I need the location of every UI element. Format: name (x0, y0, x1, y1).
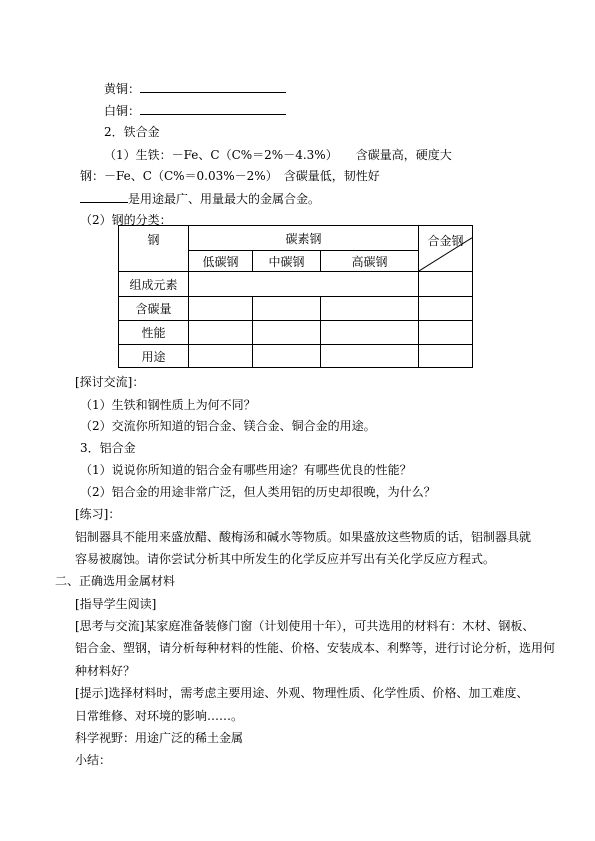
think-exchange-2: 铝合金、塑钢，请分析每种材料的性能、价格、安装成本、利弊等，进行讨论分析，选用何 (75, 641, 556, 655)
header-alloy-steel: 合金钢 (427, 234, 464, 248)
header-carbon-steel: 碳素钢 (189, 226, 419, 251)
header-steel: 钢 (119, 226, 189, 272)
row-label-composition: 组成元素 (119, 272, 189, 297)
white-copper-label: 白铜： (104, 104, 141, 118)
brass-blank[interactable] (140, 80, 286, 93)
steel-classification-table (118, 225, 473, 368)
hint-text-2: 日常维修、对环境的影响……。 (75, 709, 244, 723)
cell-properties-low[interactable] (189, 321, 253, 345)
subheader-high-carbon: 高碳钢 (321, 251, 419, 272)
cell-uses-alloy[interactable] (419, 345, 473, 368)
aluminum-alloy-title: 3．铝合金 (80, 441, 136, 455)
summary-label: 小结： (75, 753, 112, 767)
aluminum-question-1: （1）说说你所知道的铝合金有哪些用途？有哪些优良的性能？ (80, 463, 412, 477)
discuss-question-1: （1）生铁和钢性质上为何不同？ (80, 398, 256, 412)
white-copper-blank[interactable] (140, 102, 286, 115)
section-2-title: 二、正确选用金属材料 (55, 574, 176, 588)
white-copper-line (104, 102, 286, 119)
most-used-blank[interactable] (80, 190, 128, 203)
cell-properties-alloy[interactable] (419, 321, 473, 345)
cell-composition-alloy[interactable] (419, 272, 473, 297)
most-used-text: 是用途最广、用量最大的金属合金。 (128, 192, 321, 206)
cell-properties-high[interactable] (321, 321, 419, 345)
cell-properties-mid[interactable] (253, 321, 321, 345)
cell-carbon-alloy[interactable] (419, 297, 473, 321)
cell-composition-carbon[interactable] (189, 272, 419, 297)
iron-alloy-title: 2．铁合金 (104, 125, 160, 139)
subheader-low-carbon: 低碳钢 (189, 251, 253, 272)
practice-text-1: 铝制器具不能用来盛放醋、酸梅汤和碱水等物质。如果盛放这些物质的话，铝制器具就 (75, 530, 532, 544)
row-label-properties: 性能 (119, 321, 189, 345)
practice-text-2: 容易被腐蚀。请你尝试分析其中所发生的化学反应并写出有关化学反应方程式。 (75, 552, 496, 566)
pig-iron-line: （1）生铁：－Fe、C（C%＝2%－4.3%） 含碳量高，硬度大 (104, 148, 452, 162)
steel-class-title: （2）钢的分类： (80, 213, 172, 227)
aluminum-question-2: （2）铝合金的用途非常广泛，但人类用铝的历史却很晚，为什么？ (80, 485, 436, 499)
guide-reading: [指导学生阅读] (75, 597, 157, 611)
hint-text-1: [提示]选择材料时，需考虑主要用途、外观、物理性质、化学性质、价格、加工难度、 (75, 686, 529, 700)
cell-uses-high[interactable] (321, 345, 419, 368)
header-alloy-steel-cell (419, 226, 473, 272)
think-exchange-1: [思考与交流]某家庭准备装修门窗（计划使用十年），可共选用的材料有：木材、钢板、 (75, 619, 535, 633)
subheader-mid-carbon: 中碳钢 (253, 251, 321, 272)
cell-uses-mid[interactable] (253, 345, 321, 368)
brass-label: 黄铜： (104, 82, 141, 96)
steel-line: 钢：－Fe、C（C%＝0.03%－2%） 含碳量低，韧性好 (80, 169, 380, 183)
cell-carbon-high[interactable] (321, 297, 419, 321)
row-label-uses: 用途 (119, 345, 189, 368)
think-exchange-3: 种材料好？ (75, 664, 136, 678)
cell-carbon-low[interactable] (189, 297, 253, 321)
most-used-line (80, 190, 320, 207)
cell-uses-low[interactable] (189, 345, 253, 368)
practice-title: [练习]： (75, 507, 121, 521)
brass-line (104, 80, 286, 97)
row-label-carbon-content: 含碳量 (119, 297, 189, 321)
science-view: 科学视野：用途广泛的稀土金属 (75, 731, 244, 745)
cell-carbon-mid[interactable] (253, 297, 321, 321)
discuss-title: [探讨交流]： (75, 375, 145, 389)
discuss-question-2: （2）交流你所知道的铝合金、镁合金、铜合金的用途。 (80, 419, 376, 433)
